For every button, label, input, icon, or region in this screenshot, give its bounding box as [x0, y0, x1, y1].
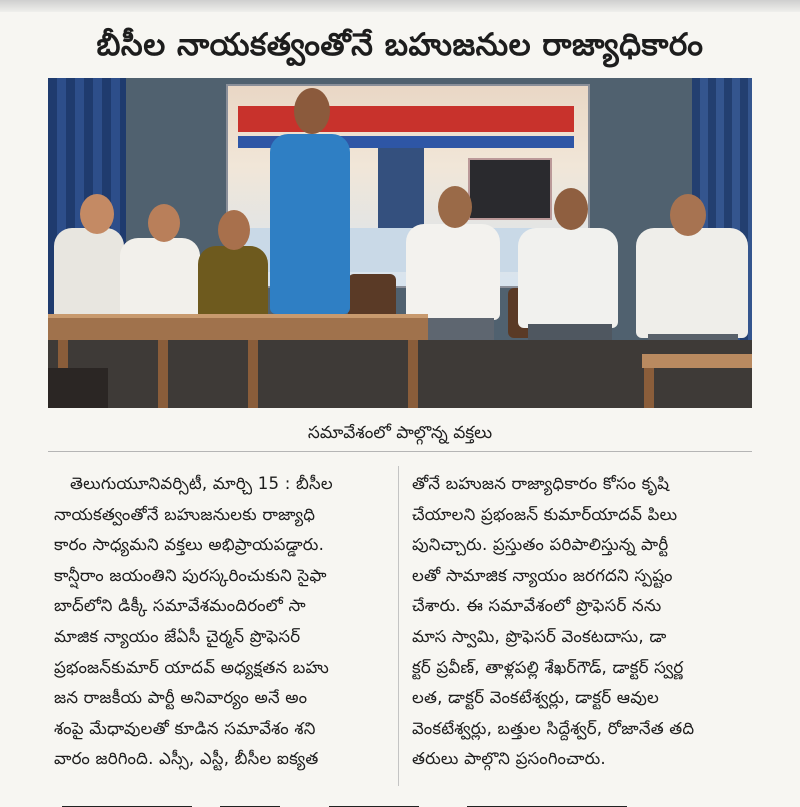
body-line: శంపై మేధావులతో కూడిన సమావేశం శని [54, 718, 316, 738]
body-line: చేశారు. ఈ సమావేశంలో ప్రొఫెసర్ నను [412, 596, 662, 616]
body-line: క్టర్ ప్రవీణ్, తాళ్లపల్లి శేఖర్‌గౌడ్, డాక్టర్ స్వర్ణ [412, 657, 684, 677]
article-column-left [54, 469, 390, 775]
body-line: పునిచ్చారు. ప్రస్తుతం పరిపాలిస్తున్న పార్టీ [412, 535, 669, 555]
column-divider [398, 466, 399, 786]
body-line: కారం సాధ్యమని వక్తలు అభిప్రాయపడ్డారు. [54, 535, 325, 555]
body-line: మాస స్వామి, ప్రొఫెసర్ వెంకటదాసు, డా [412, 626, 667, 646]
person-seated-5 [518, 228, 618, 328]
body-line: మాజిక న్యాయం జేఏసీ చైర్మన్ ప్రొఫెసర్ [54, 626, 301, 646]
body-line: తరులు పాల్గొని ప్రసంగించారు. [412, 749, 606, 769]
caption-divider [48, 451, 752, 452]
photo-caption: సమావేశంలో పాల్గొన్న వక్తలు [307, 423, 493, 443]
body-line: లతో సామాజిక న్యాయం జరగదని స్పష్టం [412, 565, 673, 585]
body-line: లత, డాక్టర్ వెంకటేశ్వర్లు, డాక్టర్ ఆవుల [412, 688, 659, 708]
person-seated-1 [54, 228, 124, 328]
body-line: కాన్షీరాం జయంతిని పురస్కరించుకుని సైఫా [54, 565, 327, 585]
banner-poster [468, 158, 552, 220]
body-line: తోనే బహుజన రాజ్యాధికారం కోసం కృషి [412, 474, 670, 493]
article-column-right [412, 469, 748, 775]
person-speaker [270, 134, 350, 314]
clipped-next-headline [48, 794, 752, 807]
person-seated-4 [406, 224, 500, 320]
body-line: ప్రభంజన్‌కుమార్ యాదవ్ అధ్యక్షతన బహు [54, 657, 330, 677]
body-line: తెలుగుయూనివర్సిటీ, మార్చి 15 : బీసీల [70, 474, 333, 493]
body-line: నాయకత్వంతోనే బహుజనులకు రాజ్యాధి [54, 504, 316, 524]
event-photo [48, 78, 752, 408]
person-seated-6 [636, 228, 748, 338]
body-line: వెంకటేశ్వర్లు, బత్తుల సిద్దేశ్వర్, రోజానేత తది [412, 718, 695, 738]
body-line: వారం జరిగింది. ఎస్సీ, ఎస్టీ, బీసీల ఐక్యత [54, 749, 319, 769]
body-line: బాద్‌లోని డిక్కీ సమావేశమందిరంలో సా [54, 596, 306, 616]
body-line: చేయాలని ప్రభంజన్ కుమార్‌యాదవ్ పిలు [412, 504, 678, 524]
clipped-previous-article [0, 0, 800, 12]
body-line: జన రాజకీయ పార్టీ అనివార్యం అనే అం [54, 688, 308, 708]
article-headline: బీసీల నాయకత్వంతోనే బహుజనుల రాజ్యాధికారం [96, 27, 704, 63]
